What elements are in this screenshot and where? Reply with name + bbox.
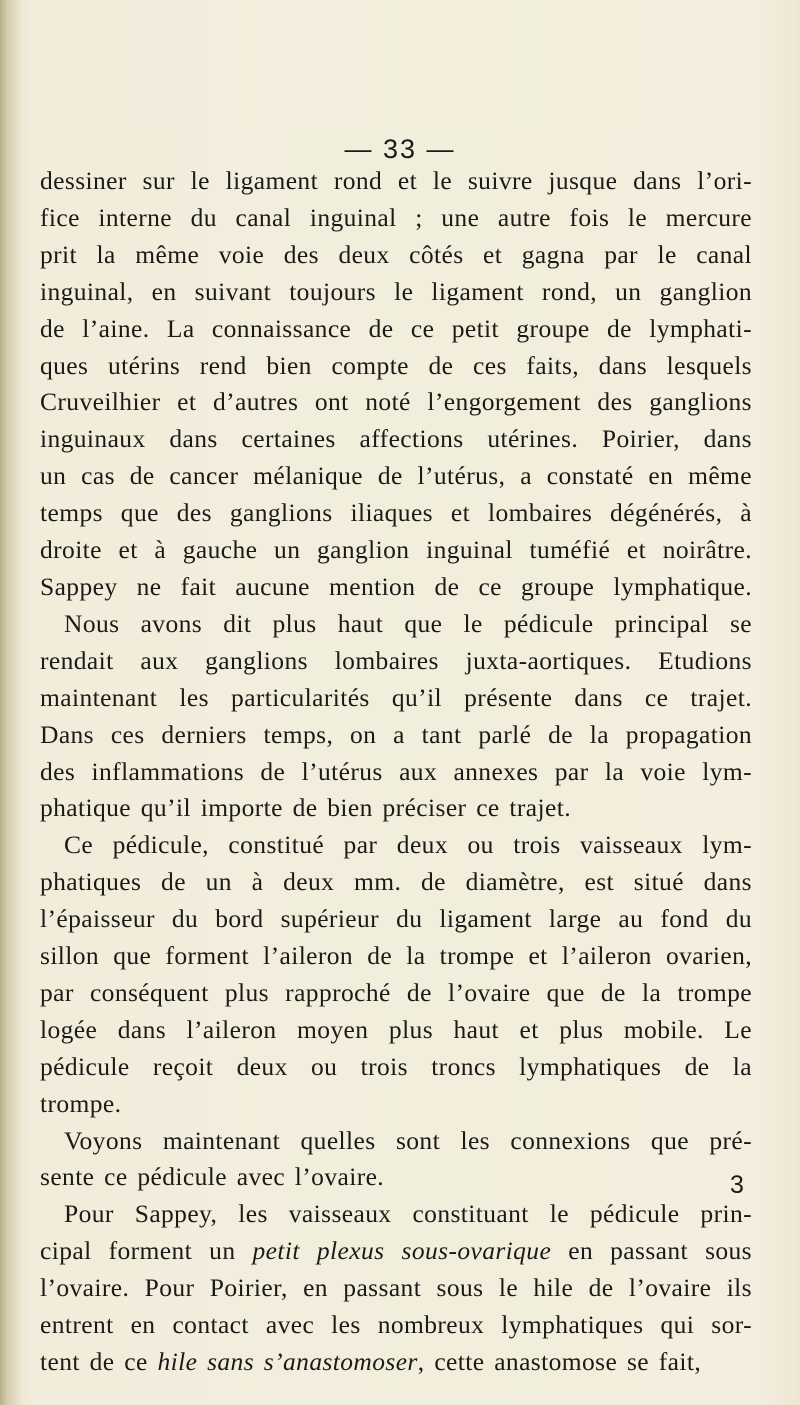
text-line: inguinal, en suivant toujours le ligament rond, un ganglion — [40, 276, 752, 306]
text-line: trompe. — [40, 1088, 122, 1118]
text-line: droite et à gauche un ganglion inguinal tuméfié et noirâtre. — [40, 535, 752, 565]
text-line: inguinaux dans certaines affections utérines. Poirier, dans — [40, 424, 752, 454]
text-line: sillon que forment l’aileron de la trompe et l’aileron ovarien, — [40, 941, 752, 971]
italic-phrase: hile sans s’anastomoser — [157, 1347, 418, 1376]
text-line: par conséquent plus rapproché de l’ovaire que de la trompe — [40, 977, 752, 1007]
text-line: des inflammations de l’utérus aux annexes par la voie lym- — [40, 756, 752, 786]
text-line: Pour Sappey, les vaisseaux constituant le pédicule prin- — [64, 1199, 752, 1229]
text-line: l’épaisseur du bord supérieur du ligament large au fond du — [40, 904, 752, 934]
text-line — [40, 1233, 752, 1270]
text-line: dessiner sur le ligament rond et le suivre jusque dans l’ori- — [40, 166, 752, 195]
text-line: phatique qu’il importe de bien préciser ce trajet. — [40, 793, 571, 823]
text-segment: en passant sous — [551, 1236, 753, 1266]
body-text — [40, 163, 752, 1381]
text-line: sente ce pédicule avec l’ovaire. — [40, 1162, 385, 1192]
text-line: ques utérins rend bien compte de ces faits, dans lesquels — [40, 350, 752, 380]
text-line: Dans ces derniers temps, on a tant parlé de la propagation — [40, 719, 752, 749]
signature-mark: 3 — [730, 1171, 744, 1199]
page-gutter-shadow — [0, 0, 22, 1405]
text-line — [40, 1344, 752, 1381]
text-line: Voyons maintenant quelles sont les connexions que pré- — [64, 1125, 752, 1155]
italic-phrase: petit plexus sous-ovarique — [252, 1236, 552, 1266]
text-line: prit la même voie des deux côtés et gagna par le canal — [40, 239, 752, 269]
text-line: fice interne du canal inguinal ; une autre fois le mercure — [40, 202, 752, 232]
text-line: un cas de cancer mélanique de l’utérus, a constaté en même — [40, 461, 752, 491]
text-line: rendait aux ganglions lombaires juxta-aortiques. Etudions — [40, 645, 752, 675]
text-line: maintenant les particularités qu’il présente dans ce trajet. — [40, 682, 752, 712]
page-number: — 33 — — [344, 134, 456, 164]
text-line: Ce pédicule, constitué par deux ou trois vaisseaux lym- — [64, 830, 752, 860]
text-segment: cipal forment un — [40, 1236, 253, 1266]
text-line: logée dans l’aileron moyen plus haut et plus mobile. Le — [40, 1014, 752, 1044]
text-line: phatiques de un à deux mm. de diamètre, est situé dans — [40, 867, 752, 897]
text-line: temps que des ganglions iliaques et lombaires dégénérés, à — [40, 498, 752, 528]
text-line: Sappey ne fait aucune mention de ce groupe lymphatique. — [40, 571, 752, 601]
text-line: entrent en contact avec les nombreux lymphatiques qui sor- — [40, 1310, 752, 1340]
text-segment: tent de ce — [40, 1347, 158, 1376]
text-line: Nous avons dit plus haut que le pédicule principal se — [64, 608, 752, 638]
text-line: Cruveilhier et d’autres ont noté l’engorgement des ganglions — [40, 387, 752, 417]
text-line: de l’aine. La connaissance de ce petit groupe de lymphati- — [40, 313, 752, 343]
text-line: l’ovaire. Pour Poirier, en passant sous le hile de l’ovaire ils — [40, 1273, 752, 1303]
text-line: pédicule reçoit deux ou trois troncs lymphatiques de la — [40, 1051, 752, 1081]
text-segment: , cette anastomose se fait, — [417, 1347, 702, 1376]
